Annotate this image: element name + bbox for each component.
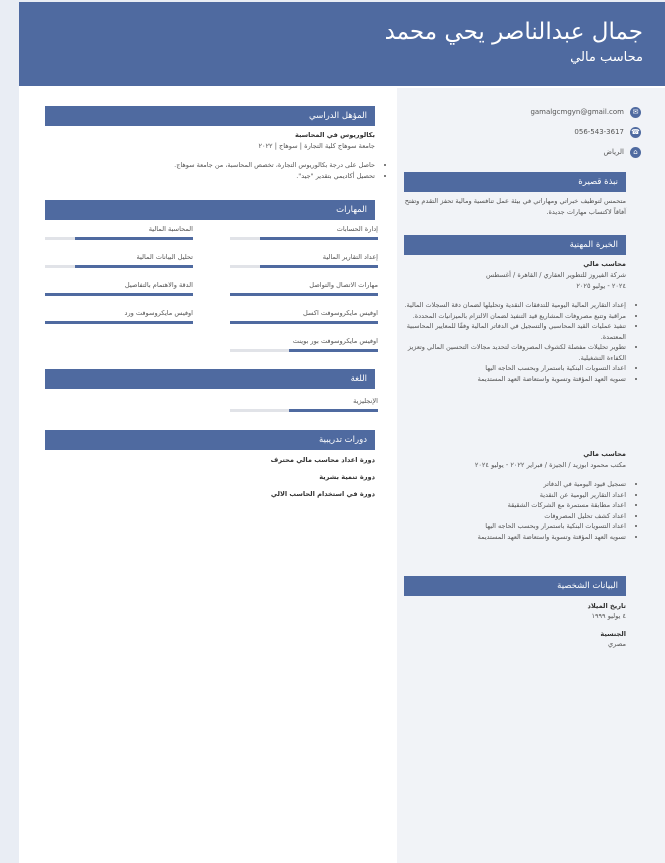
contact-email	[421, 104, 641, 120]
list-item: • تنفيذ عمليات القيد المحاسبي والتسجيل في الدفاتر المالية وفقًا للمعايير المحاسبية المعتمدة.	[404, 321, 626, 342]
home-icon: ⌂	[630, 147, 641, 158]
skill-bar	[260, 265, 378, 268]
skill-item	[230, 309, 378, 327]
list-item: • اعداد التسويات البنكية باستمرار وبحسب الحاجه اليها	[404, 521, 626, 532]
list-item: • اعداد كشف تحليل المصروفات	[404, 511, 626, 522]
list-item: • اعداد التقارير اليومية عن النقدية	[404, 490, 626, 501]
skill-item	[230, 337, 378, 355]
skill-bar-track	[230, 293, 378, 296]
skill-item	[230, 281, 378, 299]
list-item: • تسويه العهد المؤقتة وتسوية واستعاضة العهد المستديمة	[404, 374, 626, 385]
nationality-label: الجنسية	[600, 630, 626, 638]
language-bar	[289, 409, 378, 412]
job-1-dates: ٢٠٢٤ - يوليو ٢٠٢٥	[576, 282, 626, 290]
skill-bar-track	[45, 265, 193, 268]
summary-text: متحمس لتوظيف خبراتي ومهاراتي في بيئة عمل تنافسية ومالية تحفز التقدم وتفتح آفاقاً لاكتساب مهارات جديدة.	[404, 197, 626, 216]
birth-value: ٤ يوليو ١٩٩٩	[591, 612, 626, 620]
job-1-title: محاسب مالي	[583, 260, 626, 268]
degree: بكالوريوس في المحاسبة	[294, 131, 375, 139]
email-icon: ✉	[630, 107, 641, 118]
skill-item	[230, 253, 378, 271]
skill-bar-track	[45, 321, 193, 324]
contact-location	[421, 144, 641, 160]
personal-heading: البيانات الشخصية	[404, 576, 626, 596]
education-heading: المؤهل الدراسي	[45, 106, 375, 126]
course-item: دورة في استخدام الحاسب الالي	[270, 490, 375, 498]
skill-bar	[75, 265, 193, 268]
course-item: دورة اعداد محاسب مالي محترف	[270, 456, 375, 464]
skill-label: اوفيس مايكروسوفت بور بوينت	[292, 337, 378, 345]
skill-label: إدارة الحسابات	[336, 225, 378, 233]
nationality-value: مصري	[607, 640, 626, 648]
skill-label: مهارات الاتصال والتواصل	[309, 281, 378, 289]
phone-icon: ☎	[631, 127, 640, 136]
resume-page	[19, 2, 665, 863]
skill-bar	[260, 237, 378, 240]
job-1-company: شركة الفيروز للتطوير العقاري / القاهرة / أغسطس	[485, 271, 626, 279]
skill-item	[45, 225, 193, 243]
location-text: الرياض	[603, 148, 624, 156]
language-bar-track	[230, 409, 378, 412]
skills-heading: المهارات	[45, 200, 375, 220]
header	[19, 2, 665, 86]
summary-heading: نبذة قصيرة	[404, 172, 626, 192]
language-heading: اللغة	[45, 369, 375, 389]
courses-heading: دورات تدريبية	[45, 430, 375, 450]
skill-label: المحاسبة المالية	[148, 225, 193, 233]
skill-label: تحليل البيانات المالية	[136, 253, 193, 261]
skill-bar-track	[230, 265, 378, 268]
skill-bar	[230, 321, 378, 324]
skill-bar-track	[230, 349, 378, 352]
skill-label: الدقة والاهتمام بالتفاصيل	[124, 281, 193, 289]
language-item	[230, 397, 378, 415]
list-item: • حاصل على درجة بكالوريوس التجارة، تخصص المحاسبة، من جامعة سوهاج.	[45, 160, 375, 171]
skill-bar-track	[230, 321, 378, 324]
birth-label: تاريخ الميلاد	[587, 602, 626, 610]
list-item: • اعداد التسويات البنكية باستمرار وبحسب الحاجه اليها	[404, 363, 626, 374]
skill-bar	[289, 349, 378, 352]
email-text[interactable]: gamalgcmgyn@gmail.com	[530, 108, 624, 116]
skill-label: إعداد التقارير المالية	[322, 253, 378, 261]
job-1-bullets	[404, 300, 636, 384]
job-2-title: محاسب مالي	[583, 450, 626, 458]
skill-item	[45, 253, 193, 271]
skill-bar	[45, 321, 193, 324]
phone-text: 056-543-3617	[574, 128, 624, 136]
skill-bar	[75, 237, 193, 240]
person-name: جمال عبدالناصر يحي محمد	[384, 19, 643, 45]
list-item: • تحصيل أكاديمي بتقدير "جيد".	[45, 171, 375, 182]
list-item: • تطوير تحليلات مفصلة لكشوف المصروفات لتحديد مجالات التحسين المالي وتعزيز الكفاءة التشغيلية.	[404, 342, 626, 363]
language-label: الإنجليزية	[353, 397, 378, 405]
school: جامعة سوهاج كلية التجارة | سوهاج | ٢٠٢٢	[258, 142, 375, 150]
contact-phone	[421, 124, 641, 140]
skill-bar-track	[45, 237, 193, 240]
skill-bar-track	[230, 237, 378, 240]
skill-item	[45, 309, 193, 327]
skill-item	[45, 281, 193, 299]
list-item: • تسجيل قيود اليومية في الدفاتر	[404, 479, 626, 490]
job-2-company: مكتب محمود ابوزيد / الجيزة / فبراير ٢٠٢٢ - يوليو ٢٠٢٤	[474, 461, 626, 469]
job-2-bullets	[404, 479, 636, 542]
skill-label: اوفيس مايكروسوفت ورد	[124, 309, 193, 317]
skill-bar	[230, 293, 378, 296]
skill-label: اوفيس مايكروسوفت اكسل	[302, 309, 378, 317]
skill-bar-track	[45, 293, 193, 296]
skill-item	[230, 225, 378, 243]
education-bullets	[45, 160, 385, 181]
list-item: • إعداد التقارير المالية اليومية للتدفقات النقدية وتحليلها لضمان دقة السجلات المالية.	[404, 300, 626, 311]
experience-heading: الخبرة المهنية	[404, 235, 626, 255]
list-item: • اعداد مطابقة مستمرة مع الشركات الشقيقة	[404, 500, 626, 511]
skill-bar	[45, 293, 193, 296]
list-item: • مراقبة وتتبع مصروفات المشاريع قيد التنفيذ لضمان الالتزام بالميزانيات المحددة.	[404, 311, 626, 322]
job-title: محاسب مالي	[570, 50, 643, 65]
list-item: • تسويه العهد المؤقتة وتسوية واستعاضة العهد المستديمة	[404, 532, 626, 543]
course-item: دورة تنمية بشرية	[319, 473, 375, 481]
